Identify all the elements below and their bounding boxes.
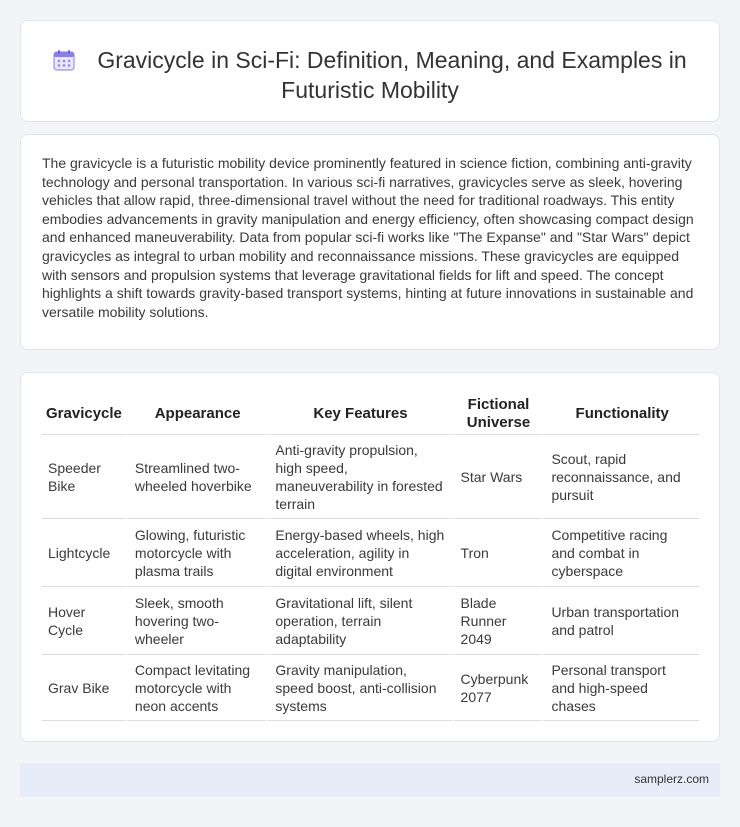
table-cell: Tron [452,519,543,587]
table-cell: Grav Bike [42,655,126,721]
calendar-icon [53,49,75,71]
table-cell: Scout, rapid reconnaissance, and pursuit [542,435,699,519]
description-card [20,134,720,350]
table-cell: Sleek, smooth hovering two-wheeler [126,587,266,655]
table-cell: Speeder Bike [42,435,126,519]
table-cell: Blade Runner 2049 [452,587,543,655]
page-title-text: Gravicycle in Sci-Fi: Definition, Meaning, and Examples in Futuristic Mobility [97,47,687,103]
table-cell: Compact levitating motorcycle with neon accents [126,655,266,721]
title-card [20,20,720,122]
table-row [42,435,699,519]
page-title [21,45,719,105]
footer-bar [20,763,720,797]
table-cell: Personal transport and high-speed chases [542,655,699,721]
column-header: Key Features [266,393,451,435]
table-cell: Cyberpunk 2077 [452,655,543,721]
gravicycle-table [42,393,699,721]
table-cell: Glowing, futuristic motorcycle with plasma trails [126,519,266,587]
table-row [42,519,699,587]
description-text: The gravicycle is a futuristic mobility device prominently featured in science fiction, combining anti-gravity technology and personal transportation. In various sci-fi narratives, gravicycles serve as sleek, hovering vehicles that allow rapid, three-dimensional travel without the need for traditional roadways. This entity embodies advancements in gravity manipulation and energy efficiency, often showcasing compact design and enhanced maneuverability. Data from popular sci-fi works like "The Expanse" and "Star Wars" depict gravicycles as integral to urban mobility and reconnaissance missions. These gravicycles are equipped with sensors and propulsion systems that leverage gravitational fields for lift and speed. The concept highlights a shift towards gravity-based transport systems, hinting at future innovations in sustainable and versatile mobility solutions. [42,155,694,320]
table-card [20,372,720,742]
table-cell: Hover Cycle [42,587,126,655]
table-cell: Anti-gravity propulsion, high speed, maneuverability in forested terrain [266,435,451,519]
column-header: Gravicycle [42,393,126,435]
table-cell: Streamlined two-wheeled hoverbike [126,435,266,519]
table-cell: Gravitational lift, silent operation, terrain adaptability [266,587,451,655]
footer-site-link[interactable]: samplerz.com [634,772,709,786]
column-header: Appearance [126,393,266,435]
table-cell: Gravity manipulation, speed boost, anti-collision systems [266,655,451,721]
table-cell: Urban transportation and patrol [542,587,699,655]
column-header: Functionality [542,393,699,435]
table-row [42,587,699,655]
table-cell: Star Wars [452,435,543,519]
table-header-row [42,393,699,435]
table-cell: Competitive racing and combat in cyberspace [542,519,699,587]
table-cell: Lightcycle [42,519,126,587]
table-row [42,655,699,721]
column-header: Fictional Universe [452,393,543,435]
table-cell: Energy-based wheels, high acceleration, agility in digital environment [266,519,451,587]
